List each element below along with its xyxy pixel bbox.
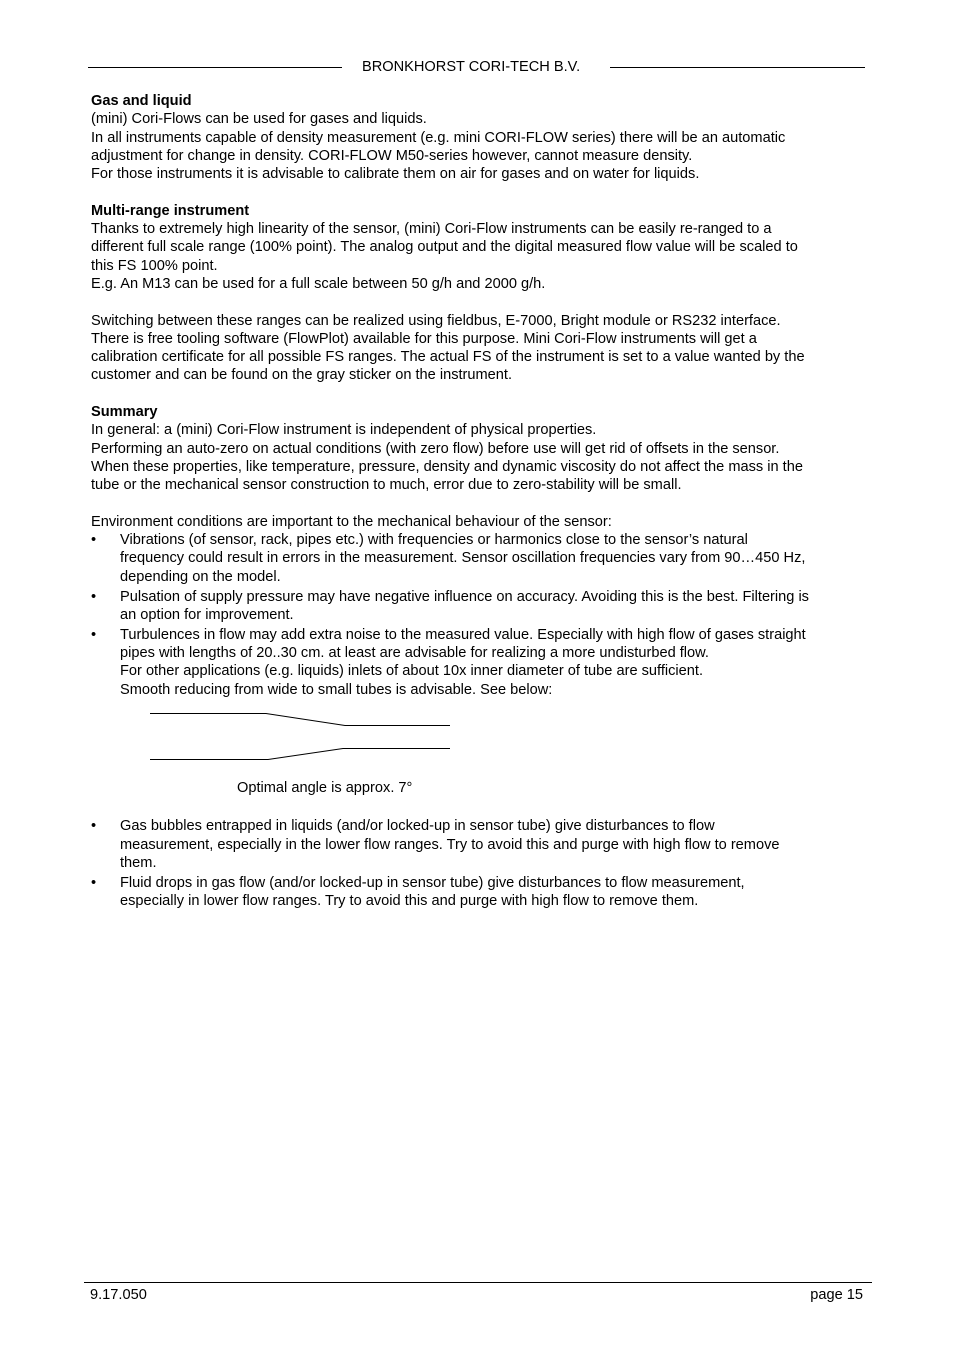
text-line: E.g. An M13 can be used for a full scale between 50 g/h and 2000 g/h. [91,275,546,292]
tube-lower-wall [150,748,450,759]
section-summary [91,403,881,494]
list-item [91,531,881,586]
text-line: Smooth reducing from wide to small tubes is advisable. See below: [120,681,553,698]
text-line: In general: a (mini) Cori-Flow instrument is independent of physical properties. [91,422,597,439]
page-number: page 15 [810,1287,863,1303]
header-company: BRONKHORST CORI-TECH B.V. [362,59,581,75]
tube-reduction-drawing [141,713,451,775]
environment-bullet-list [91,531,881,699]
text-line: For other applications (e.g. liquids) inlets of about 10x inner diameter of tube are sufficient. [120,663,703,680]
text-line: them. [120,854,157,871]
text-line: different full scale range (100% point). The analog output and the digital measured flow value will be scaled to [91,239,798,256]
text-line: tube or the mechanical sensor construction to much, error due to zero-stability will be small. [91,477,682,494]
text-line: adjustment for change in density. CORI-FLOW M50-series however, cannot measure density. [91,147,693,164]
tube-reduction-diagram [91,699,881,799]
text-line: Turbulences in flow may add extra noise to the measured value. Especially with high flow of gases straight [120,626,806,643]
text-line: Vibrations (of sensor, rack, pipes etc.) with frequencies or harmonics close to the sensor’s natural [120,532,748,549]
text-line: depending on the model. [120,568,281,585]
text-line: Thanks to extremely high linearity of the sensor, (mini) Cori-Flow instruments can be easily re-ranged to a [91,221,772,238]
page-footer [84,1282,872,1303]
list-item [91,874,881,911]
text-line: frequency could result in errors in the measurement. Sensor oscillation frequencies vary from 90…450 Hz, [120,550,806,567]
environment-bullet-list-2 [91,817,881,910]
text-line: Pulsation of supply pressure may have negative influence on accuracy. Avoiding this is the best. Filtering is [120,588,809,605]
text-line: Switching between these ranges can be realized using fieldbus, E-7000, Bright module or RS232 interface. [91,312,781,329]
text-line: For those instruments it is advisable to calibrate them on air for gases and on water for liquids. [91,166,700,183]
diagram-caption: Optimal angle is approx. 7° [237,779,413,796]
doc-number: 9.17.050 [90,1287,147,1303]
section-heading: Gas and liquid [91,93,192,109]
section-gas-liquid [91,92,881,183]
text-line: Fluid drops in gas flow (and/or locked-up in sensor tube) give disturbances to flow measurement, [120,874,745,891]
bullet-icon: • [91,818,97,835]
bullet-icon: • [91,874,97,891]
text-line: Performing an auto-zero on actual conditions (with zero flow) before use will get rid of offsets in the sensor. [91,440,780,457]
tube-upper-wall [150,713,450,725]
header-rule-right [610,67,865,68]
text-line: pipes with lengths of 20..30 cm. at least are advisable for realizing a more undisturbed flow. [120,645,709,662]
list-item [91,817,881,872]
text-line: When these properties, like temperature, pressure, density and dynamic viscosity do not affect the mass in the [91,458,803,475]
list-item [91,626,881,699]
section-heading: Summary [91,404,158,421]
page-header [88,57,865,77]
text-line: measurement, especially in the lower flow ranges. Try to avoid this and purge with high flow to remove [120,836,780,853]
section-heading: Multi-range instrument [91,202,250,219]
text-line: this FS 100% point. [91,257,218,274]
text-line: an option for improvement. [120,606,294,623]
text-line: In all instruments capable of density measurement (e.g. mini CORI-FLOW series) there will be an automatic [91,129,786,146]
text-line: Gas bubbles entrapped in liquids (and/or locked-up in sensor tube) give disturbances to flow [120,818,715,835]
list-item [91,588,881,625]
text-line: calibration certificate for all possible FS ranges. The actual FS of the instrument is set to a value wanted by the [91,349,805,366]
section-multi-range [91,202,881,385]
bullet-icon: • [91,532,97,549]
section-environment [91,513,881,911]
page-content [91,92,881,910]
text-line: especially in lower flow ranges. Try to avoid this and purge with high flow to remove them. [120,893,699,910]
bullet-icon: • [91,588,97,605]
text-line: customer and can be found on the gray sticker on the instrument. [91,367,513,384]
bullet-icon: • [91,626,97,643]
environment-intro: Environment conditions are important to the mechanical behaviour of the sensor: [91,513,612,530]
text-line: There is free tooling software (FlowPlot) available for this purpose. Mini Cori-Flow instruments will get a [91,330,757,347]
text-line: (mini) Cori-Flows can be used for gases and liquids. [91,111,427,128]
header-rule-left [88,67,342,68]
